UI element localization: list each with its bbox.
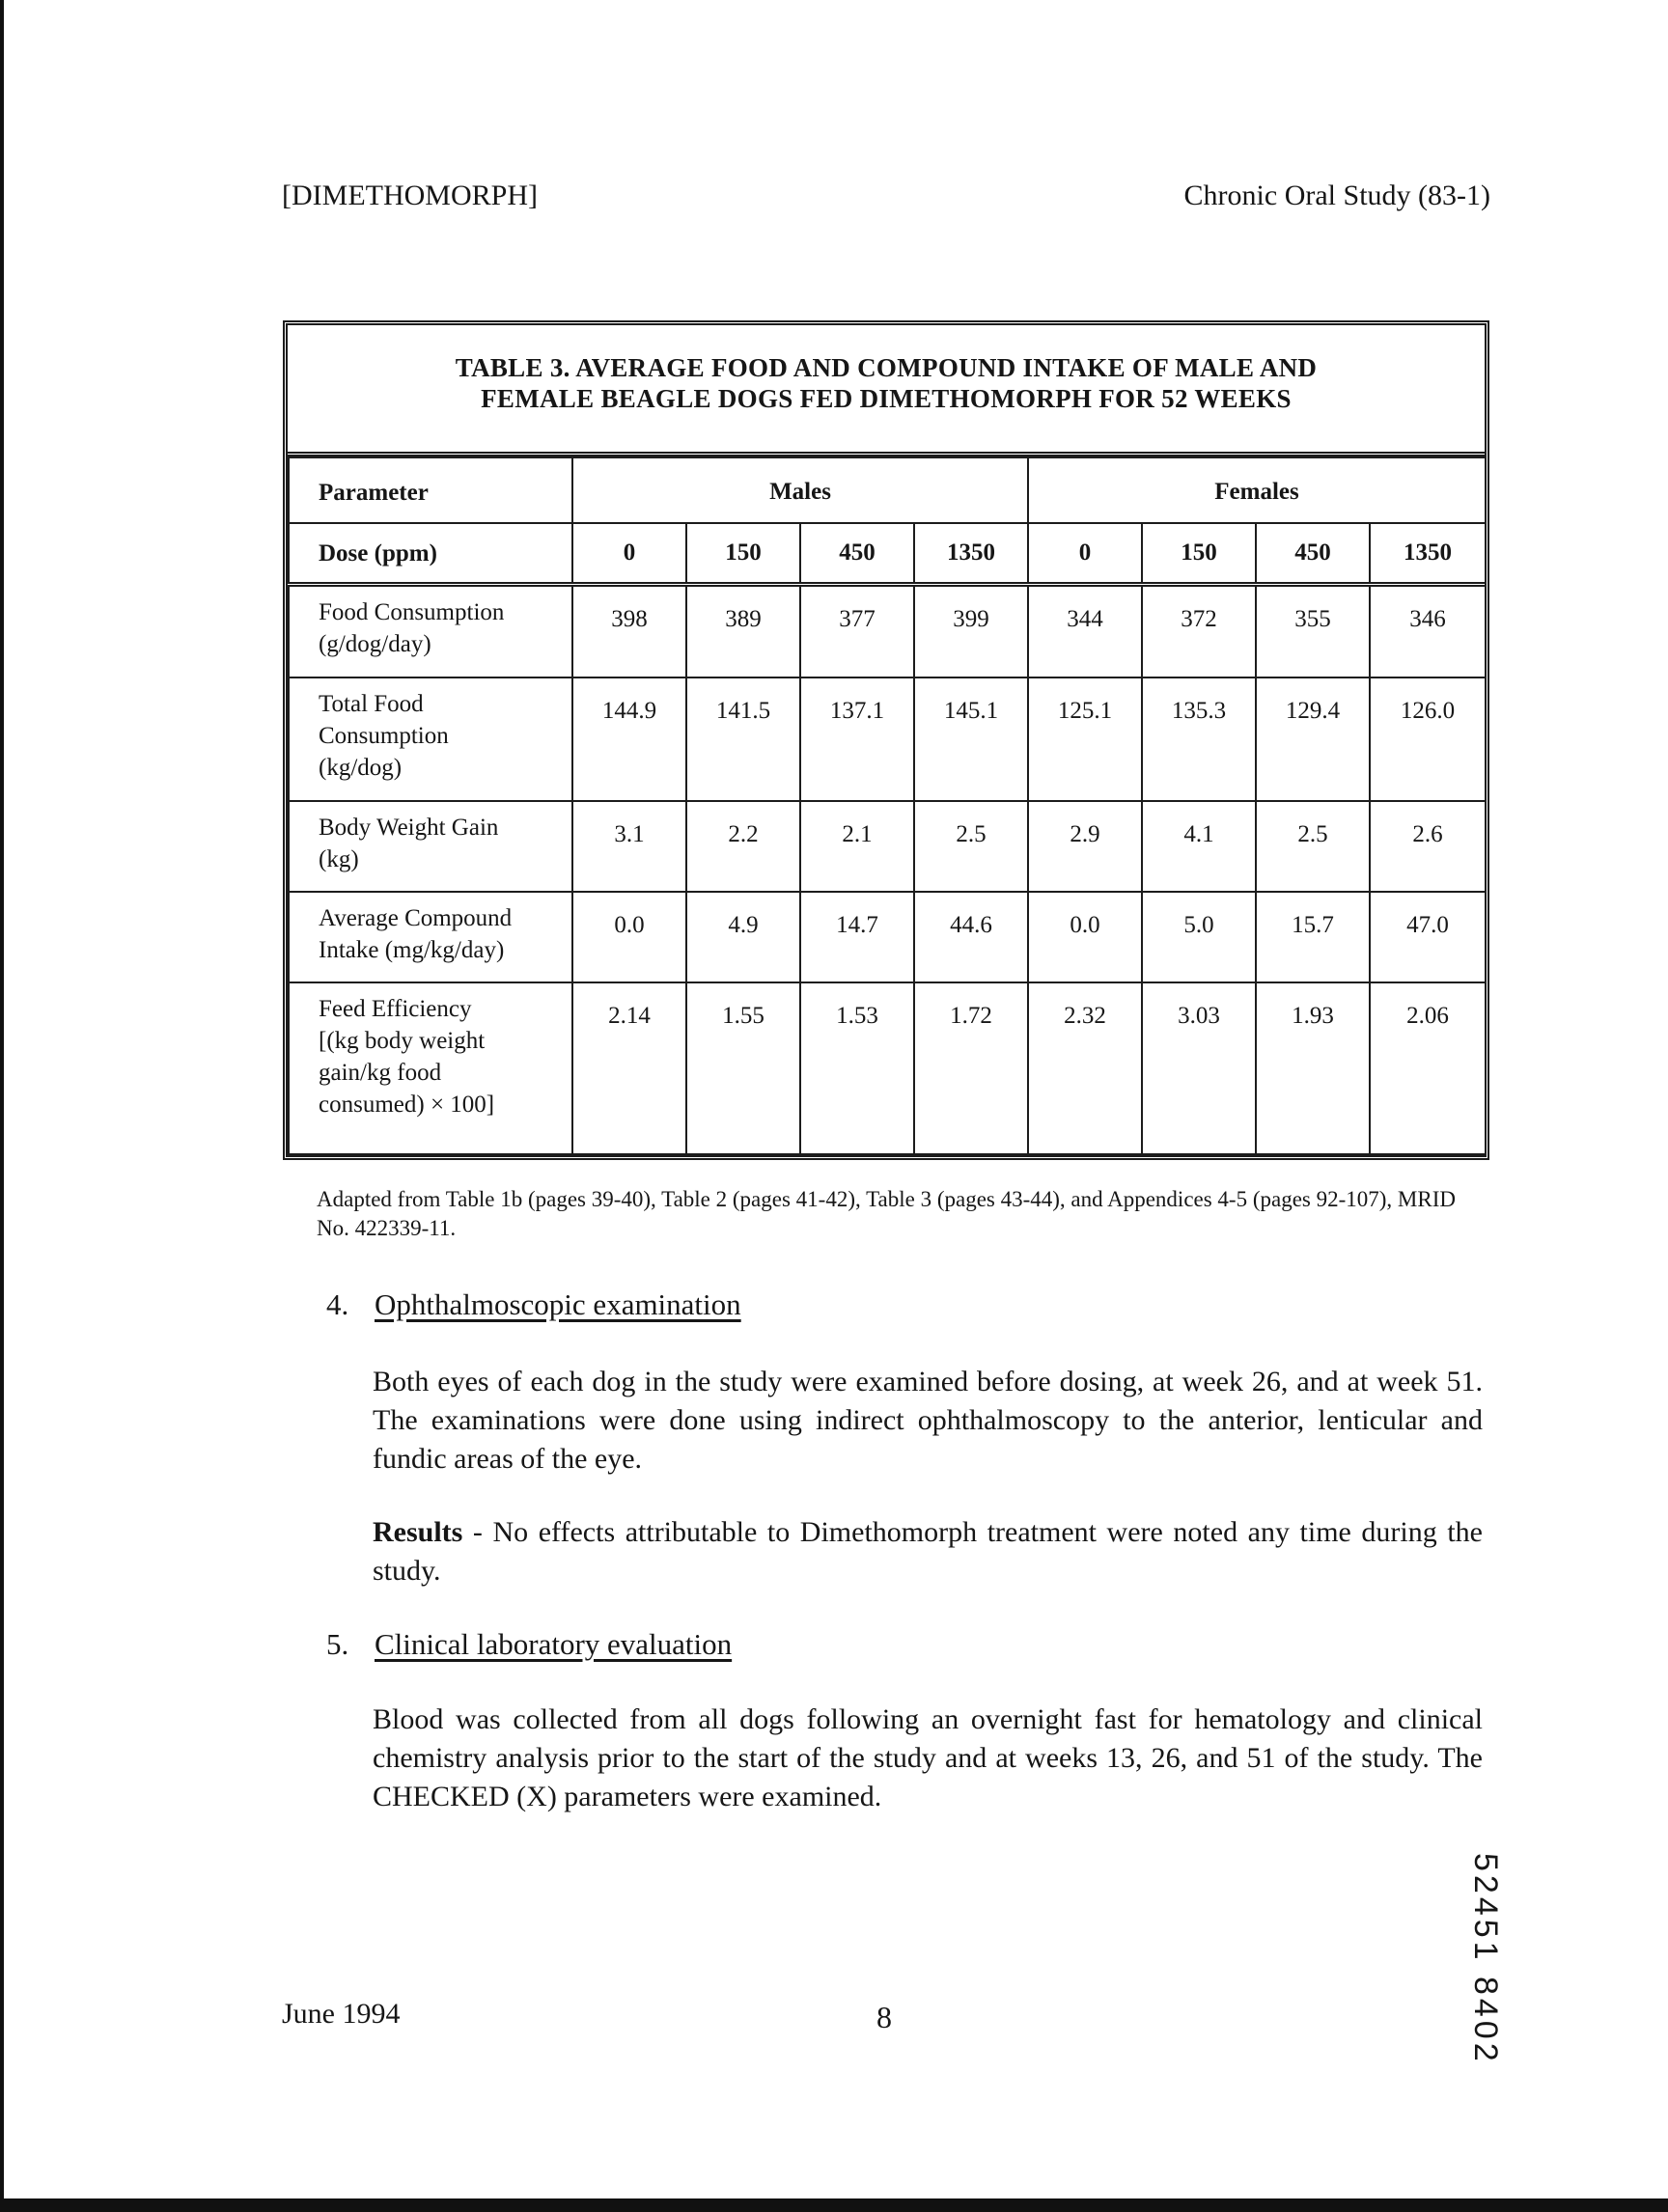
table-3-frame [283,320,1489,1160]
table-title-line-1: TABLE 3. AVERAGE FOOD AND COMPOUND INTAKE OF MALE AND [455,353,1318,382]
section-number: 4. [326,1287,349,1321]
row-label-line: (kg) [319,845,359,872]
table-row-feed-efficiency [289,982,1486,1155]
value-cell: 3.03 [1142,982,1256,1155]
header-study-title: Chronic Oral Study (83-1) [1183,180,1490,211]
value-cell: 344 [1028,585,1142,677]
table-row-body-weight-gain [289,801,1486,892]
value-cell: 144.9 [572,677,686,801]
value-cell: 0.0 [572,892,686,982]
value-cell: 377 [800,585,914,677]
row-label-line: Body Weight Gain [319,814,499,841]
value-cell: 2.5 [1256,801,1370,892]
section-title: Clinical laboratory evaluation [375,1627,733,1661]
ophthalmoscopic-results [373,1513,1483,1590]
dose-cell: 150 [686,523,800,585]
row-label-line: gain/kg food [319,1059,442,1086]
value-cell: 372 [1142,585,1256,677]
dose-cell: 0 [572,523,686,585]
row-label-line: Food Consumption [319,599,505,625]
value-cell: 3.1 [572,801,686,892]
scan-edge-left [0,0,4,2212]
value-cell: 346 [1370,585,1486,677]
dose-cell: 150 [1142,523,1256,585]
value-cell: 1.72 [914,982,1028,1155]
header-compound-name: [DIMETHOMORPH] [282,180,538,211]
row-label-line: Consumption [319,722,449,749]
value-cell: 2.2 [686,801,800,892]
value-cell: 47.0 [1370,892,1486,982]
table-group-header-row [289,457,1486,523]
table-source-note: Adapted from Table 1b (pages 39-40), Table 2 (pages 41-42), Table 3 (pages 43-44), and Appendices 4-5 (pages 92-107), MRID No. 422339-11. [317,1187,1456,1240]
page-number: 8 [876,2000,892,2034]
value-cell: 2.5 [914,801,1028,892]
table-row-food-consumption [289,585,1486,677]
row-label [289,892,572,982]
value-cell: 4.9 [686,892,800,982]
value-cell: 135.3 [1142,677,1256,801]
value-cell: 137.1 [800,677,914,801]
row-label [289,801,572,892]
value-cell: 2.1 [800,801,914,892]
row-label [289,982,572,1155]
parameter-header: Parameter [289,457,572,523]
value-cell: 141.5 [686,677,800,801]
value-cell: 1.53 [800,982,914,1155]
value-cell: 126.0 [1370,677,1486,801]
table-title [288,325,1485,456]
section-number: 5. [326,1627,349,1661]
dose-cell: 1350 [914,523,1028,585]
row-label [289,585,572,677]
table-row-average-compound-intake [289,892,1486,982]
value-cell: 0.0 [1028,892,1142,982]
food-intake-table [288,456,1487,1155]
results-text: - No effects attributable to Dimethomorph treatment were noted any time during the study. [373,1516,1483,1587]
value-cell: 398 [572,585,686,677]
value-cell: 125.1 [1028,677,1142,801]
dose-cell: 1350 [1370,523,1486,585]
value-cell: 389 [686,585,800,677]
row-label-line: Total Food [319,690,424,717]
row-label-line: Average Compound [319,904,513,931]
dose-label: Dose (ppm) [289,523,572,585]
row-label-line: Feed Efficiency [319,995,472,1022]
table-title-line-2: FEMALE BEAGLE DOGS FED DIMETHOMORPH FOR 52 WEEKS [481,384,1292,413]
value-cell: 14.7 [800,892,914,982]
dose-cell: 0 [1028,523,1142,585]
value-cell: 2.6 [1370,801,1486,892]
table-row-total-food-consumption [289,677,1486,801]
row-label-line: [(kg body weight [319,1027,486,1054]
value-cell: 399 [914,585,1028,677]
value-cell: 2.06 [1370,982,1486,1155]
row-label-line: consumed) × 100] [319,1091,495,1118]
value-cell: 145.1 [914,677,1028,801]
section-heading-ophthalmoscopic [326,1287,741,1322]
value-cell: 4.1 [1142,801,1256,892]
value-cell: 5.0 [1142,892,1256,982]
dose-cell: 450 [800,523,914,585]
dose-cell: 450 [1256,523,1370,585]
row-label-line: Intake (mg/kg/day) [319,936,505,963]
value-cell: 2.9 [1028,801,1142,892]
value-cell: 2.32 [1028,982,1142,1155]
scan-edge-bottom [0,2198,1668,2212]
males-header: Males [572,457,1028,523]
row-label-line: (kg/dog) [319,754,403,781]
row-label-line: (g/dog/day) [319,631,431,657]
value-cell: 44.6 [914,892,1028,982]
clinical-lab-paragraph: Blood was collected from all dogs following an overnight fast for hematology and clinical chemistry analysis prior to the start of the study and at weeks 13, 26, and 51 of the study. The CHECKED (X) parameters were examined. [373,1703,1483,1812]
value-cell: 129.4 [1256,677,1370,801]
value-cell: 2.14 [572,982,686,1155]
value-cell: 15.7 [1256,892,1370,982]
value-cell: 1.55 [686,982,800,1155]
results-label: Results [373,1516,463,1548]
table-dose-row [289,523,1486,585]
footer-date: June 1994 [282,1998,401,2030]
value-cell: 1.93 [1256,982,1370,1155]
value-cell: 355 [1256,585,1370,677]
females-header: Females [1028,457,1486,523]
section-title: Ophthalmoscopic examination [375,1287,741,1321]
section-heading-clinical-lab [326,1627,732,1662]
ophthalmoscopic-paragraph: Both eyes of each dog in the study were examined before dosing, at week 26, and at week 51. The examinations were done using indirect ophthalmoscopy to the anterior, lenticular and fundic areas of the eye. [373,1366,1483,1475]
row-label [289,677,572,801]
document-id-stamp: 52451 8402 [1467,1853,1504,2065]
